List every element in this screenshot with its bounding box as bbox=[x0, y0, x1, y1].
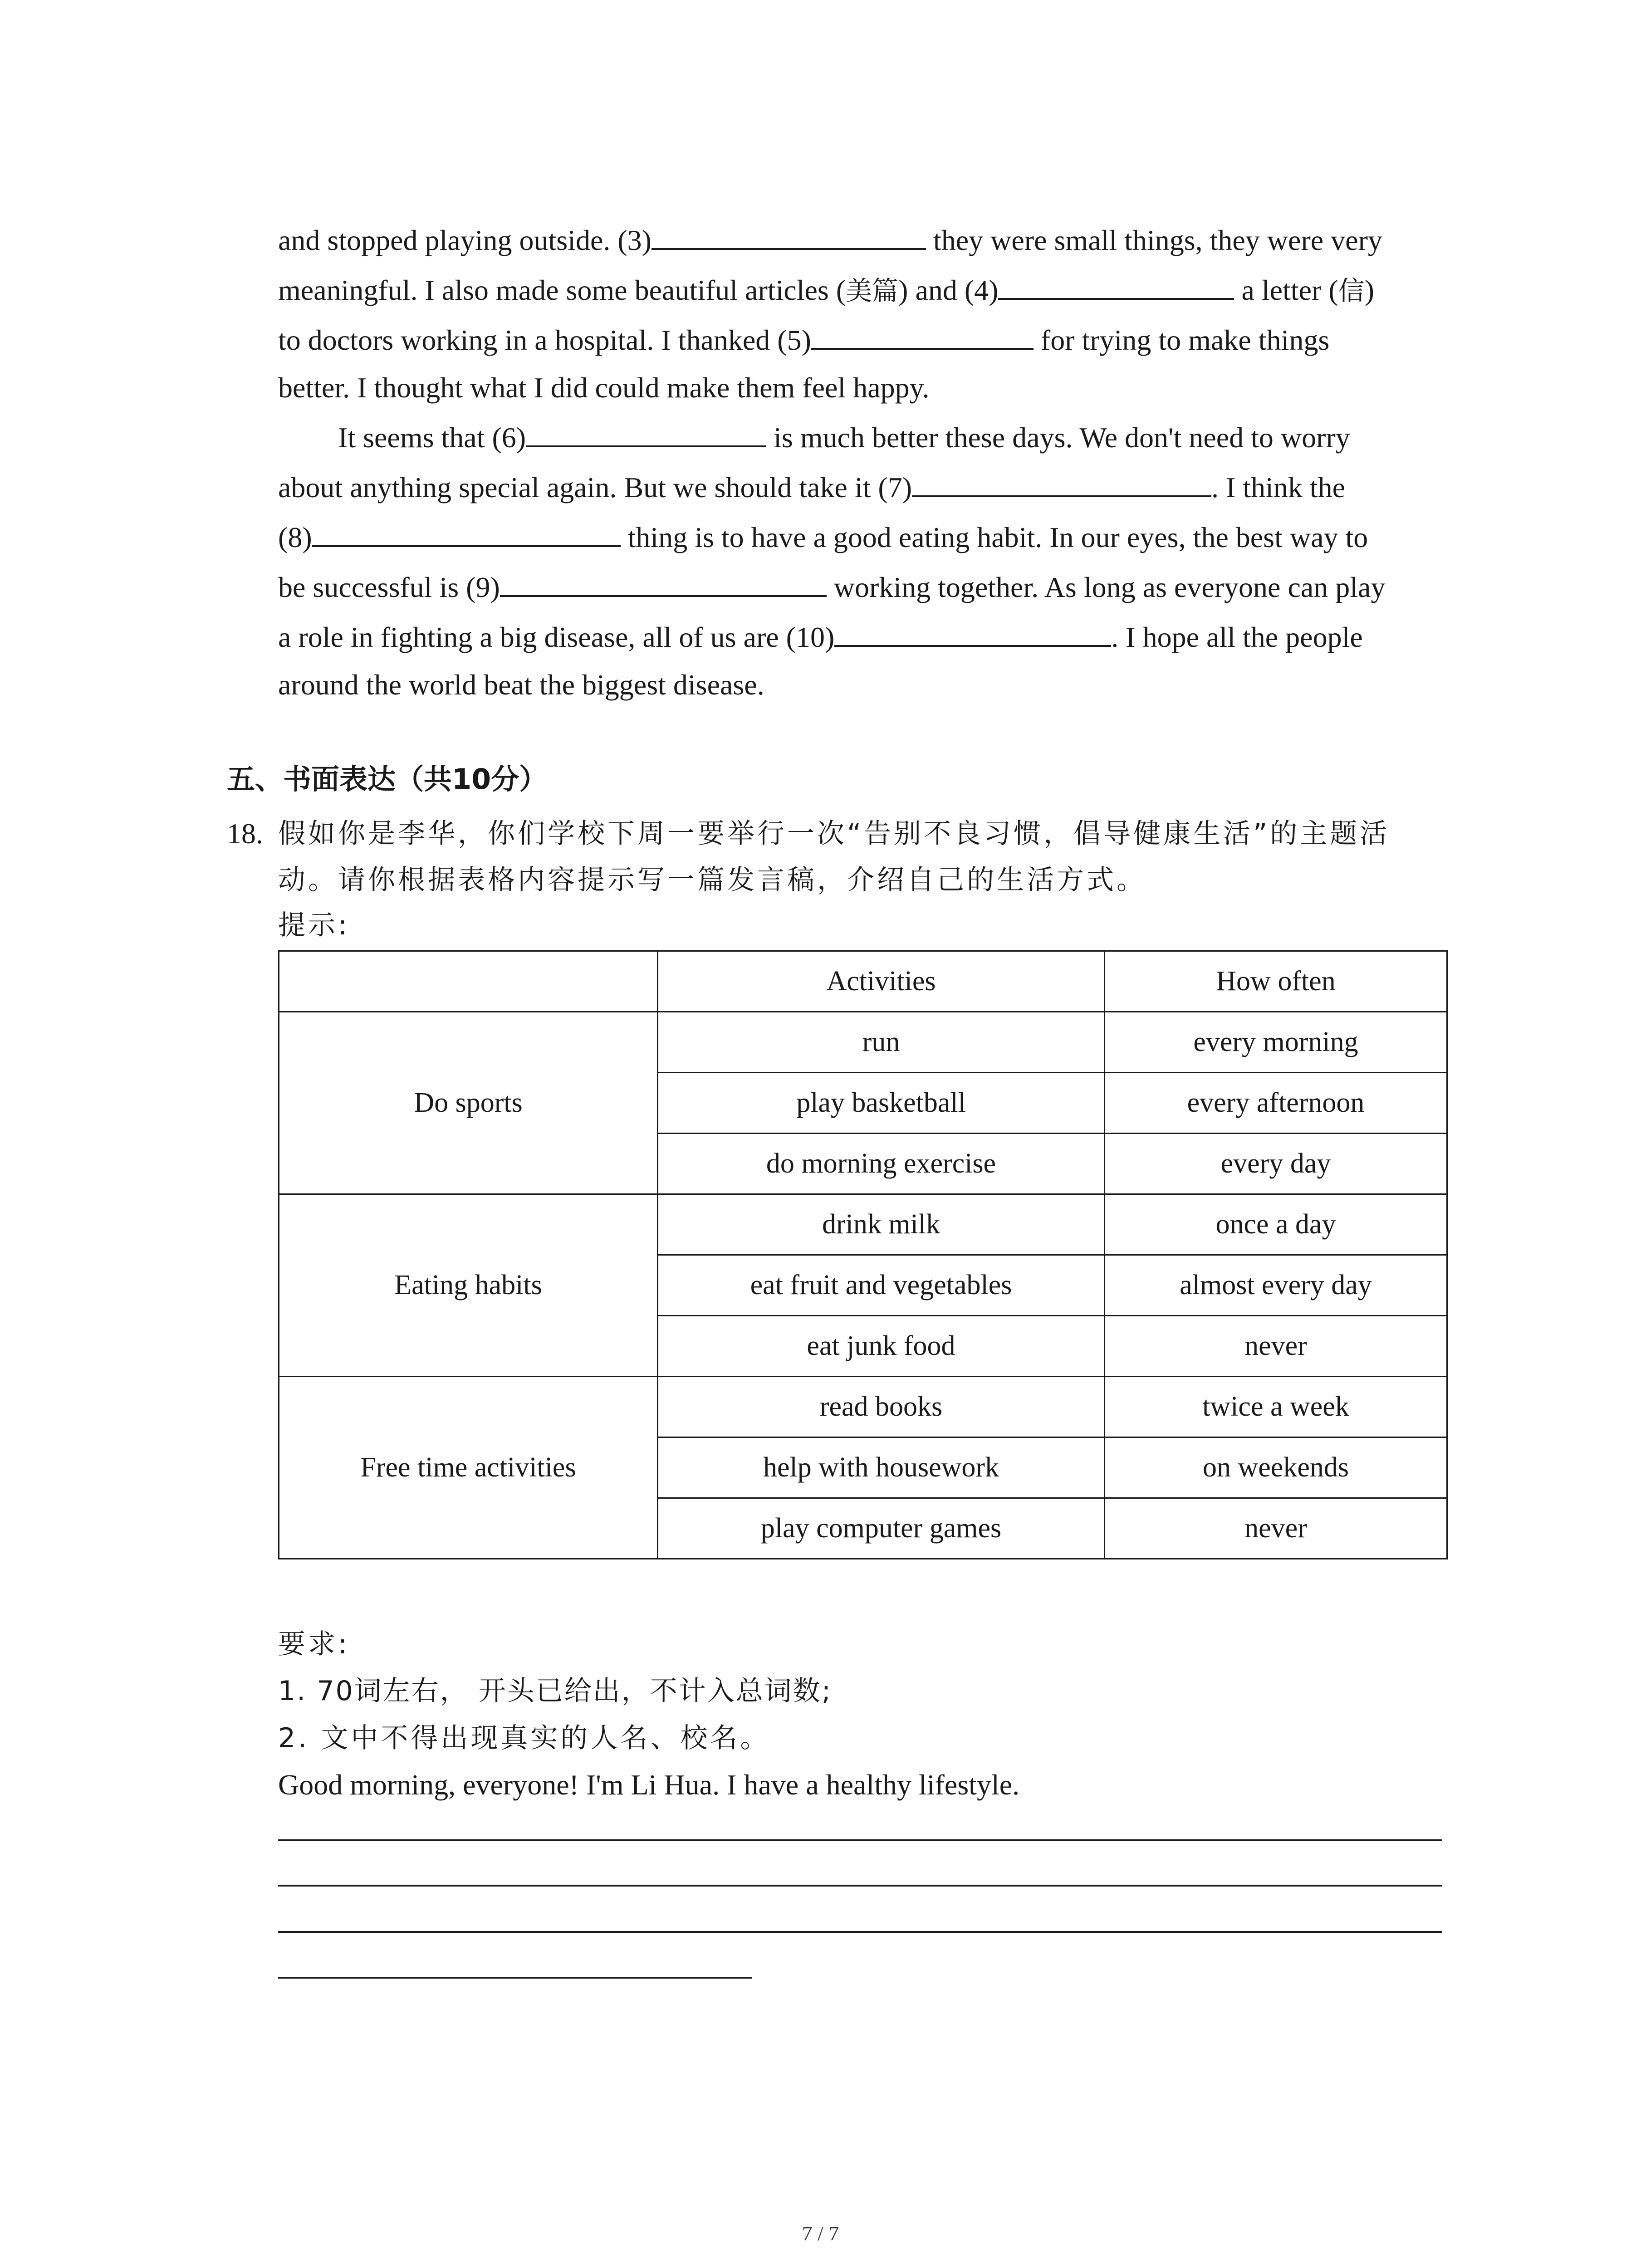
passage-line-6 bbox=[278, 465, 1345, 510]
category-cell: Eating habits bbox=[279, 1194, 658, 1377]
frequency-cell: almost every day bbox=[1105, 1255, 1447, 1316]
activity-cell: run bbox=[658, 1012, 1105, 1073]
passage-text: thing is to have a good eating habit. In our eyes, the best way to bbox=[620, 521, 1368, 553]
table-header-cell: How often bbox=[1105, 951, 1447, 1012]
question-prompt-line-2: 动。请你根据表格内容提示写一篇发言稿，介绍自己的生活方式。 bbox=[278, 864, 1146, 896]
activity-cell: drink milk bbox=[658, 1194, 1105, 1255]
table-row bbox=[279, 1194, 1447, 1255]
frequency-cell: never bbox=[1105, 1316, 1447, 1377]
starter-sentence: Good morning, everyone! I'm Li Hua. I have a healthy lifestyle. bbox=[278, 1769, 1020, 1801]
passage-text: around the world beat the biggest disease. bbox=[278, 669, 764, 701]
passage-text: is much better these days. We don't need to worry bbox=[766, 421, 1350, 454]
frequency-cell: once a day bbox=[1105, 1194, 1447, 1255]
activity-cell: play computer games bbox=[658, 1498, 1105, 1559]
passage-text: they were small things, they were very bbox=[926, 224, 1382, 256]
category-cell: Do sports bbox=[279, 1012, 658, 1194]
prompt-table bbox=[278, 950, 1448, 1559]
frequency-cell: on weekends bbox=[1105, 1437, 1447, 1498]
passage-text: ) and (4) bbox=[898, 274, 999, 306]
requirements-label: 要求: bbox=[278, 1628, 350, 1660]
passage-gloss: 信 bbox=[1338, 275, 1365, 306]
answer-blank-4[interactable] bbox=[998, 273, 1234, 300]
passage-text: working together. As long as everyone can play bbox=[826, 571, 1386, 603]
passage-line-5 bbox=[338, 415, 1350, 460]
passage-gloss: 美篇 bbox=[846, 275, 899, 306]
passage-text: a letter ( bbox=[1234, 274, 1338, 306]
writing-line-4[interactable] bbox=[278, 1977, 752, 1979]
page-number: 7 / 7 bbox=[802, 2222, 839, 2245]
activity-cell: eat junk food bbox=[658, 1316, 1105, 1377]
table-header-cell bbox=[279, 951, 658, 1012]
table-row bbox=[279, 1377, 1447, 1437]
passage-line-7 bbox=[278, 515, 1368, 560]
passage-text: (8) bbox=[278, 521, 312, 553]
passage-text: to doctors working in a hospital. I thanked (5) bbox=[278, 324, 811, 356]
passage-line-1 bbox=[278, 218, 1382, 263]
answer-blank-10[interactable] bbox=[834, 620, 1111, 647]
passage-line-4 bbox=[278, 365, 929, 411]
answer-blank-9[interactable] bbox=[500, 570, 827, 597]
answer-blank-7[interactable] bbox=[912, 470, 1211, 497]
question-prompt-line-1: 假如你是李华，你们学校下周一要举行一次“告别不良习惯，倡导健康生活”的主题活 bbox=[278, 818, 1390, 850]
passage-line-3 bbox=[278, 318, 1329, 363]
passage-text: be successful is (9) bbox=[278, 571, 500, 603]
passage-line-2 bbox=[278, 268, 1374, 313]
passage-line-8 bbox=[278, 565, 1385, 610]
frequency-cell: never bbox=[1105, 1498, 1447, 1559]
passage-text: . I think the bbox=[1211, 471, 1346, 503]
answer-blank-5[interactable] bbox=[811, 323, 1034, 350]
answer-blank-6[interactable] bbox=[526, 420, 766, 447]
section-heading: 五、书面表达（共10分） bbox=[227, 763, 548, 796]
writing-line-1[interactable] bbox=[278, 1839, 1442, 1841]
passage-text: ) bbox=[1364, 274, 1374, 306]
frequency-cell: twice a week bbox=[1105, 1377, 1447, 1437]
table-header-row bbox=[279, 951, 1447, 1012]
passage-line-9 bbox=[278, 615, 1363, 660]
activity-cell: eat fruit and vegetables bbox=[658, 1255, 1105, 1316]
passage-text: meaningful. I also made some beautiful articles ( bbox=[278, 274, 846, 306]
frequency-cell: every morning bbox=[1105, 1012, 1447, 1073]
activity-cell: play basketball bbox=[658, 1073, 1105, 1134]
passage-text: . I hope all the people bbox=[1111, 621, 1363, 653]
requirement-item-2: 2. 文中不得出现真实的人名、校名。 bbox=[278, 1722, 770, 1754]
answer-blank-3[interactable] bbox=[652, 223, 926, 250]
hint-label: 提示: bbox=[278, 909, 350, 941]
passage-text: It seems that (6) bbox=[338, 421, 526, 454]
frequency-cell: every afternoon bbox=[1105, 1073, 1447, 1134]
table-header-cell: Activities bbox=[658, 951, 1105, 1012]
activity-cell: read books bbox=[658, 1377, 1105, 1437]
passage-text: about anything special again. But we should take it (7) bbox=[278, 471, 912, 503]
passage-text: and stopped playing outside. (3) bbox=[278, 224, 652, 256]
writing-line-2[interactable] bbox=[278, 1885, 1442, 1887]
passage-text: for trying to make things bbox=[1033, 324, 1330, 356]
table-row bbox=[279, 1012, 1447, 1073]
passage-line-10 bbox=[278, 662, 764, 708]
category-cell: Free time activities bbox=[279, 1377, 658, 1559]
writing-line-3[interactable] bbox=[278, 1931, 1442, 1933]
question-number: 18. bbox=[227, 817, 263, 850]
passage-text: better. I thought what I did could make them feel happy. bbox=[278, 371, 930, 404]
passage-text: a role in fighting a big disease, all of us are (10) bbox=[278, 621, 835, 653]
frequency-cell: every day bbox=[1105, 1134, 1447, 1194]
activity-cell: help with housework bbox=[658, 1437, 1105, 1498]
requirement-item-1: 1. 70词左右， 开头已给出，不计入总词数; bbox=[278, 1675, 832, 1707]
answer-blank-8[interactable] bbox=[312, 520, 621, 547]
activity-cell: do morning exercise bbox=[658, 1134, 1105, 1194]
